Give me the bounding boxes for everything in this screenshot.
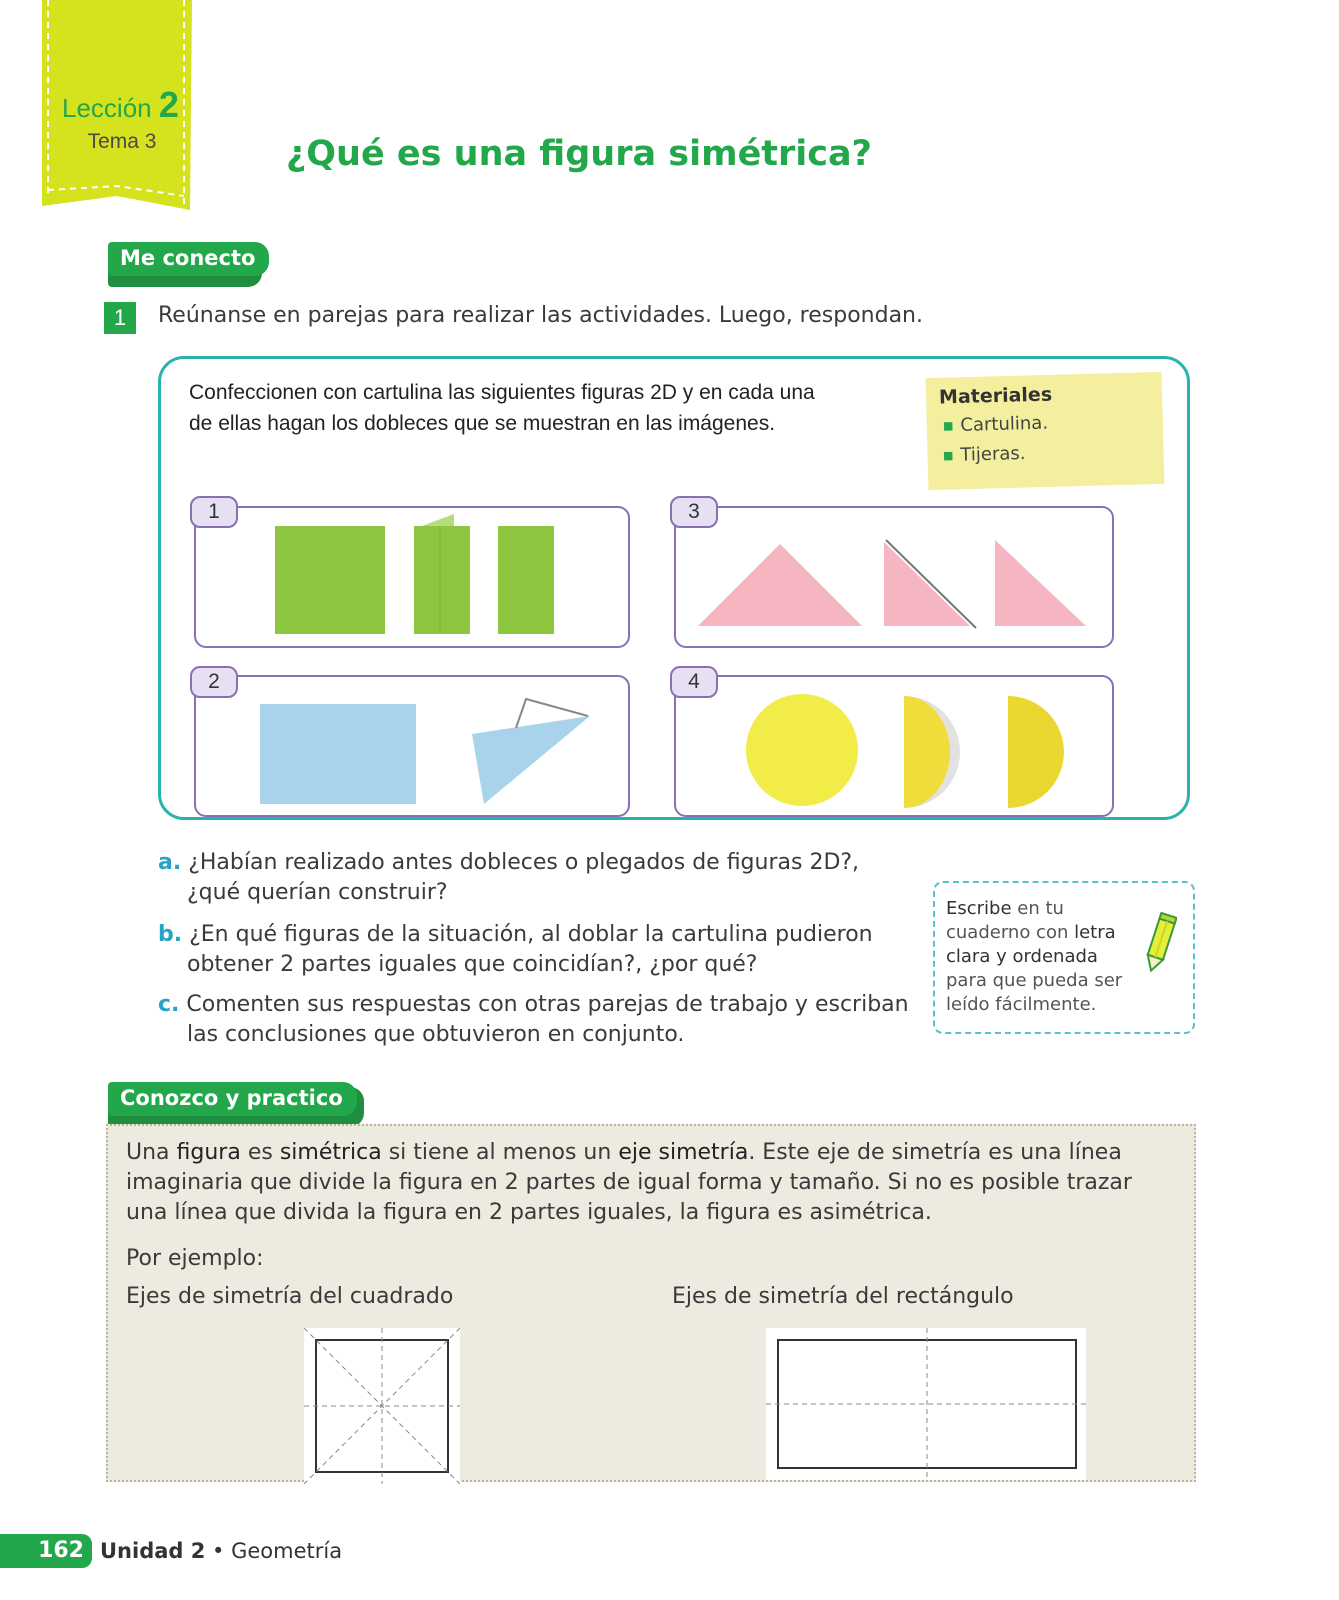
blue-rectangle-folds-image [254, 690, 594, 810]
theme-label: Tema 3 [87, 130, 157, 153]
materials-item: ■ Tijeras. [943, 443, 1026, 466]
green-square-folds-image [270, 510, 570, 640]
tip-word: para que pueda ser [946, 970, 1123, 991]
concept-keyword: figura [176, 1140, 241, 1165]
concept-keyword: simétrica [279, 1140, 382, 1165]
concept-word: . Este eje de simetría es una línea [748, 1140, 1122, 1165]
concept-line: una línea que divida la figura en 2 partes iguales, la figura es asimétrica. [126, 1200, 932, 1225]
tip-word: Escribe [946, 898, 1012, 919]
concept-definition [126, 1138, 1186, 1228]
tip-word: leído fácilmente. [946, 994, 1097, 1015]
tip-word: cuaderno con [946, 922, 1075, 943]
question-text-line2: obtener 2 partes iguales que coincidían?, ¿por qué? [187, 952, 758, 977]
lesson-label [62, 84, 192, 126]
question-a [158, 848, 918, 908]
footer-unit [100, 1539, 342, 1563]
pink-triangle-folds-image [696, 530, 1096, 640]
yellow-circle-folds-image [740, 690, 1080, 814]
activity-number: 1 [104, 302, 136, 334]
page-title: ¿Qué es una figura simétrica? [286, 134, 872, 174]
question-text-line1: ¿Habían realizado antes dobleces o plegados de figuras 2D?, [188, 850, 860, 875]
figure-box-label: 3 [670, 496, 718, 528]
figure-box-label: 4 [670, 666, 718, 698]
footer-unit-name: Unidad 2 [100, 1539, 206, 1563]
tip-word: letra [1074, 922, 1116, 943]
figure-box-label: 2 [190, 666, 238, 698]
concept-word: si tiene al menos un [381, 1140, 619, 1165]
footer-separator: • [205, 1539, 232, 1563]
frame-instruction [189, 377, 889, 439]
question-text-line2: ¿qué querían construir? [187, 880, 448, 905]
pencil-icon [1143, 912, 1177, 974]
square-symmetry-diagram [304, 1328, 460, 1484]
lesson-word: Lección [62, 93, 152, 123]
question-text-line1: Comenten sus respuestas con otras parejas de trabajo y escriban [186, 992, 909, 1017]
example-label: Por ejemplo: [126, 1246, 264, 1271]
frame-instruction-line1: Confeccionen con cartulina las siguientes figuras 2D y en cada una [189, 381, 815, 404]
concept-keyword: eje simetría [618, 1140, 749, 1165]
tip-word: en tu [1011, 898, 1064, 919]
lesson-number: 2 [158, 84, 179, 125]
section-conozco-practico: Conozco y practico [108, 1082, 357, 1116]
section-me-conecto: Me conecto [108, 242, 269, 276]
question-b [158, 920, 918, 980]
page-number: 162 [0, 1534, 92, 1568]
materials-title: Materiales [938, 383, 1053, 409]
activity-instruction: Reúnanse en parejas para realizar las actividades. Luego, respondan. [158, 303, 923, 328]
question-letter: c. [158, 992, 180, 1017]
figure-box-label: 1 [190, 496, 238, 528]
question-letter: a. [158, 850, 182, 875]
question-c [158, 990, 933, 1050]
concept-word: es [240, 1140, 280, 1165]
frame-instruction-line2: de ellas hagan los dobleces que se muestran en las imágenes. [189, 412, 776, 435]
square-axes-caption: Ejes de simetría del cuadrado [126, 1284, 454, 1309]
question-text-line2: las conclusiones que obtuvieron en conjunto. [187, 1022, 685, 1047]
rectangle-symmetry-diagram [766, 1328, 1086, 1480]
question-letter: b. [158, 922, 183, 947]
concept-word: Una [126, 1140, 177, 1165]
materials-item: ■ Cartulina. [943, 413, 1049, 437]
concept-line: imaginaria que divide la figura en 2 partes de igual forma y tamaño. Si no es posible trazar [126, 1170, 1132, 1195]
rectangle-axes-caption: Ejes de simetría del rectángulo [672, 1284, 1014, 1309]
footer-subject: Geometría [231, 1539, 343, 1563]
writing-tip-text [946, 897, 1146, 1017]
tip-word: clara y ordenada [946, 946, 1098, 967]
question-text-line1: ¿En qué figuras de la situación, al doblar la cartulina pudieron [189, 922, 873, 947]
